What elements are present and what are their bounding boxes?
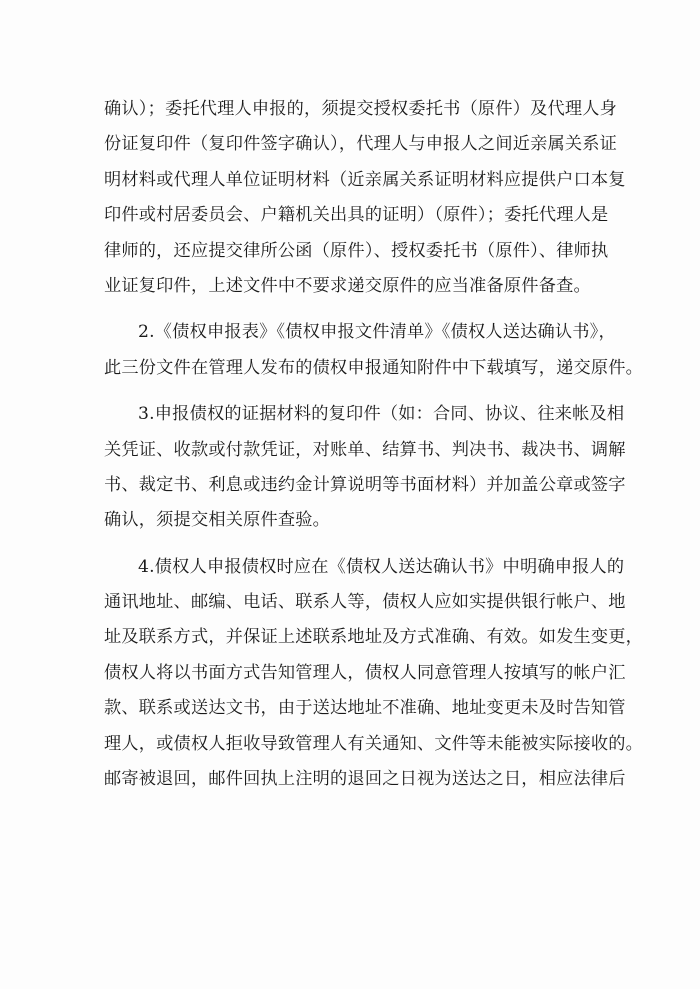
document-body [104, 92, 644, 797]
text-line: 4.债权人申报债权时应在《债权人送达确认书》中明确申报人的 [138, 556, 625, 577]
text-line: 明材料或代理人单位证明材料（近亲属关系证明材料应提供户口本复 [104, 169, 626, 190]
text-line: 律师的，还应提交律所公函（原件）、授权委托书（原件）、律师执 [104, 240, 609, 261]
text-line: 址及联系方式，并保证上述联系地址及方式准确、有效。如发生变更， [104, 627, 644, 648]
paragraph-p2 [104, 315, 644, 386]
text-line: 确认，须提交相关原件查验。 [104, 510, 331, 531]
text-line: 业证复印件，上述文件中不要求递交原件的应当准备原件备查。 [104, 275, 591, 296]
text-line: 通讯地址、邮编、电话、联系人等，债权人应如实提供银行帐户、地 [104, 592, 626, 613]
text-line: 份证复印件（复印件签字确认），代理人与申报人之间近亲属关系证 [104, 134, 618, 155]
text-line: 书、裁定书、利息或违约金计算说明等书面材料）并加盖公章或签字 [104, 474, 626, 495]
text-line: 款、联系或送达文书，由于送达地址不准确、地址变更未及时告知管 [104, 698, 626, 719]
text-line: 确认）；委托代理人申报的，须提交授权委托书（原件）及代理人身 [104, 99, 618, 119]
text-line: 债权人将以书面方式告知管理人，债权人同意管理人按填写的帐户汇 [104, 662, 626, 683]
paragraph-p1 [104, 92, 626, 304]
paragraph-p3 [104, 397, 626, 539]
text-line: 关凭证、收款或付款凭证，对账单、结算书、判决书、裁决书、调解 [104, 439, 626, 460]
paragraph-p4 [104, 550, 644, 798]
text-line: 此三份文件在管理人发布的债权申报通知附件中下载填写，递交原件。 [104, 357, 644, 378]
text-line: 印件或村居委员会、户籍机关出具的证明）（原件）；委托代理人是 [104, 205, 609, 226]
text-line: 邮寄被退回，邮件回执上注明的退回之日视为送达之日，相应法律后 [104, 769, 626, 790]
text-line: 3.申报债权的证据材料的复印件（如：合同、协议、往来帐及相 [138, 404, 625, 425]
text-line: 2.《债权申报表》《债权申报文件清单》《债权人送达确认书》， [138, 322, 616, 343]
text-line: 理人，或债权人拒收导致管理人有关通知、文件等未能被实际接收的。 [104, 733, 644, 754]
